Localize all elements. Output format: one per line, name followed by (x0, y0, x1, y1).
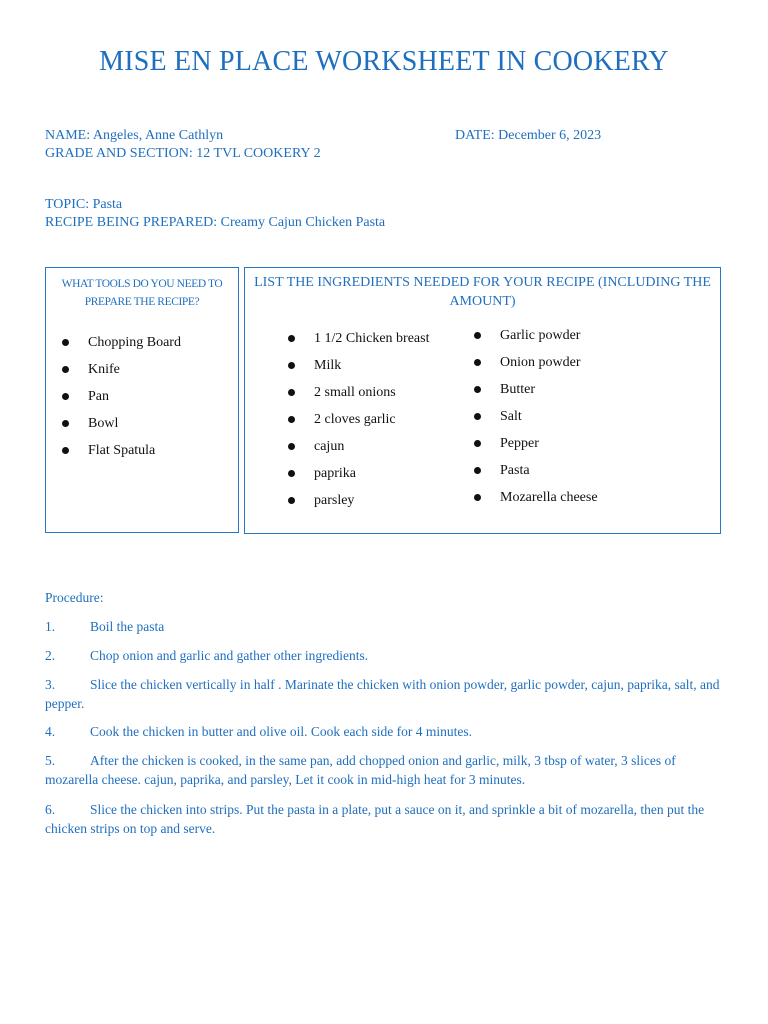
list-item: Mozarella cheese (474, 489, 598, 516)
list-item: 1 1/2 Chicken breast (288, 330, 429, 357)
list-item: parsley (288, 492, 429, 519)
ingredients-list-2 (474, 327, 598, 516)
bullet-icon (474, 413, 481, 420)
ingredients-heading: LIST THE INGREDIENTS NEEDED FOR YOUR RECIPE (INCLUDING THE AMOUNT) (254, 275, 711, 309)
bullet-icon (288, 362, 295, 369)
list-item: 2 cloves garlic (288, 411, 429, 438)
list-item: Flat Spatula (62, 442, 181, 469)
name-field: NAME: Angeles, Anne Cathlyn (45, 128, 224, 143)
grade-section-field: GRADE AND SECTION: 12 TVL COOKERY 2 (45, 146, 321, 161)
procedure-step: 5. After the chicken is cooked, in the same pan, add chopped onion and garlic, milk, 3 tbsp of water, 3 slices of mozarella cheese. cajun, paprika, and parsley, Let it cook in mid-high heat for 3 minutes. (45, 753, 676, 787)
bullet-icon (62, 420, 69, 427)
bullet-icon (288, 416, 295, 423)
bullet-icon (474, 386, 481, 393)
procedure-label: Procedure: (45, 590, 104, 605)
bullet-icon (474, 332, 481, 339)
list-item: Knife (62, 361, 181, 388)
bullet-icon (288, 389, 295, 396)
list-item: Salt (474, 408, 598, 435)
ingredients-list-1 (288, 330, 429, 519)
tools-heading: WHAT TOOLS DO YOU NEED TO PREPARE THE RECIPE? (61, 278, 223, 308)
date-field: DATE: December 6, 2023 (455, 128, 602, 143)
bullet-icon (474, 440, 481, 447)
bullet-icon (288, 497, 295, 504)
topic-field: TOPIC: Pasta (45, 197, 123, 212)
list-item: Pasta (474, 462, 598, 489)
bullet-icon (62, 447, 69, 454)
list-item: Pan (62, 388, 181, 415)
recipe-field: RECIPE BEING PREPARED: Creamy Cajun Chicken Pasta (45, 215, 386, 230)
list-item: Chopping Board (62, 334, 181, 361)
bullet-icon (288, 335, 295, 342)
procedure-step: 3. Slice the chicken vertically in half . Marinate the chicken with onion powder, garlic powder, cajun, paprika, salt, and pepper. (45, 677, 720, 711)
list-item: Bowl (62, 415, 181, 442)
list-item: Butter (474, 381, 598, 408)
list-item: paprika (288, 465, 429, 492)
list-item: Milk (288, 357, 429, 384)
bullet-icon (62, 366, 69, 373)
procedure-step: 1. Boil the pasta (45, 619, 165, 634)
bullet-icon (474, 494, 481, 501)
procedure-step: 2. Chop onion and garlic and gather other ingredients. (45, 648, 369, 663)
procedure-step: 4. Cook the chicken in butter and olive oil. Cook each side for 4 minutes. (45, 724, 473, 739)
list-item: Pepper (474, 435, 598, 462)
list-item: 2 small onions (288, 384, 429, 411)
ingredients-box (244, 267, 721, 534)
list-item: cajun (288, 438, 429, 465)
bullet-icon (474, 359, 481, 366)
tools-box (45, 267, 239, 533)
worksheet-title: MISE EN PLACE WORKSHEET IN COOKERY (99, 46, 669, 77)
procedure-step: 6. Slice the chicken into strips. Put the pasta in a plate, put a sauce on it, and sprinkle a bit of mozarella, then put the chicken strips on top and serve. (45, 802, 705, 836)
tools-list (62, 334, 181, 469)
bullet-icon (62, 393, 69, 400)
bullet-icon (474, 467, 481, 474)
bullet-icon (62, 339, 69, 346)
bullet-icon (288, 443, 295, 450)
bullet-icon (288, 470, 295, 477)
list-item: Onion powder (474, 354, 598, 381)
list-item: Garlic powder (474, 327, 598, 354)
